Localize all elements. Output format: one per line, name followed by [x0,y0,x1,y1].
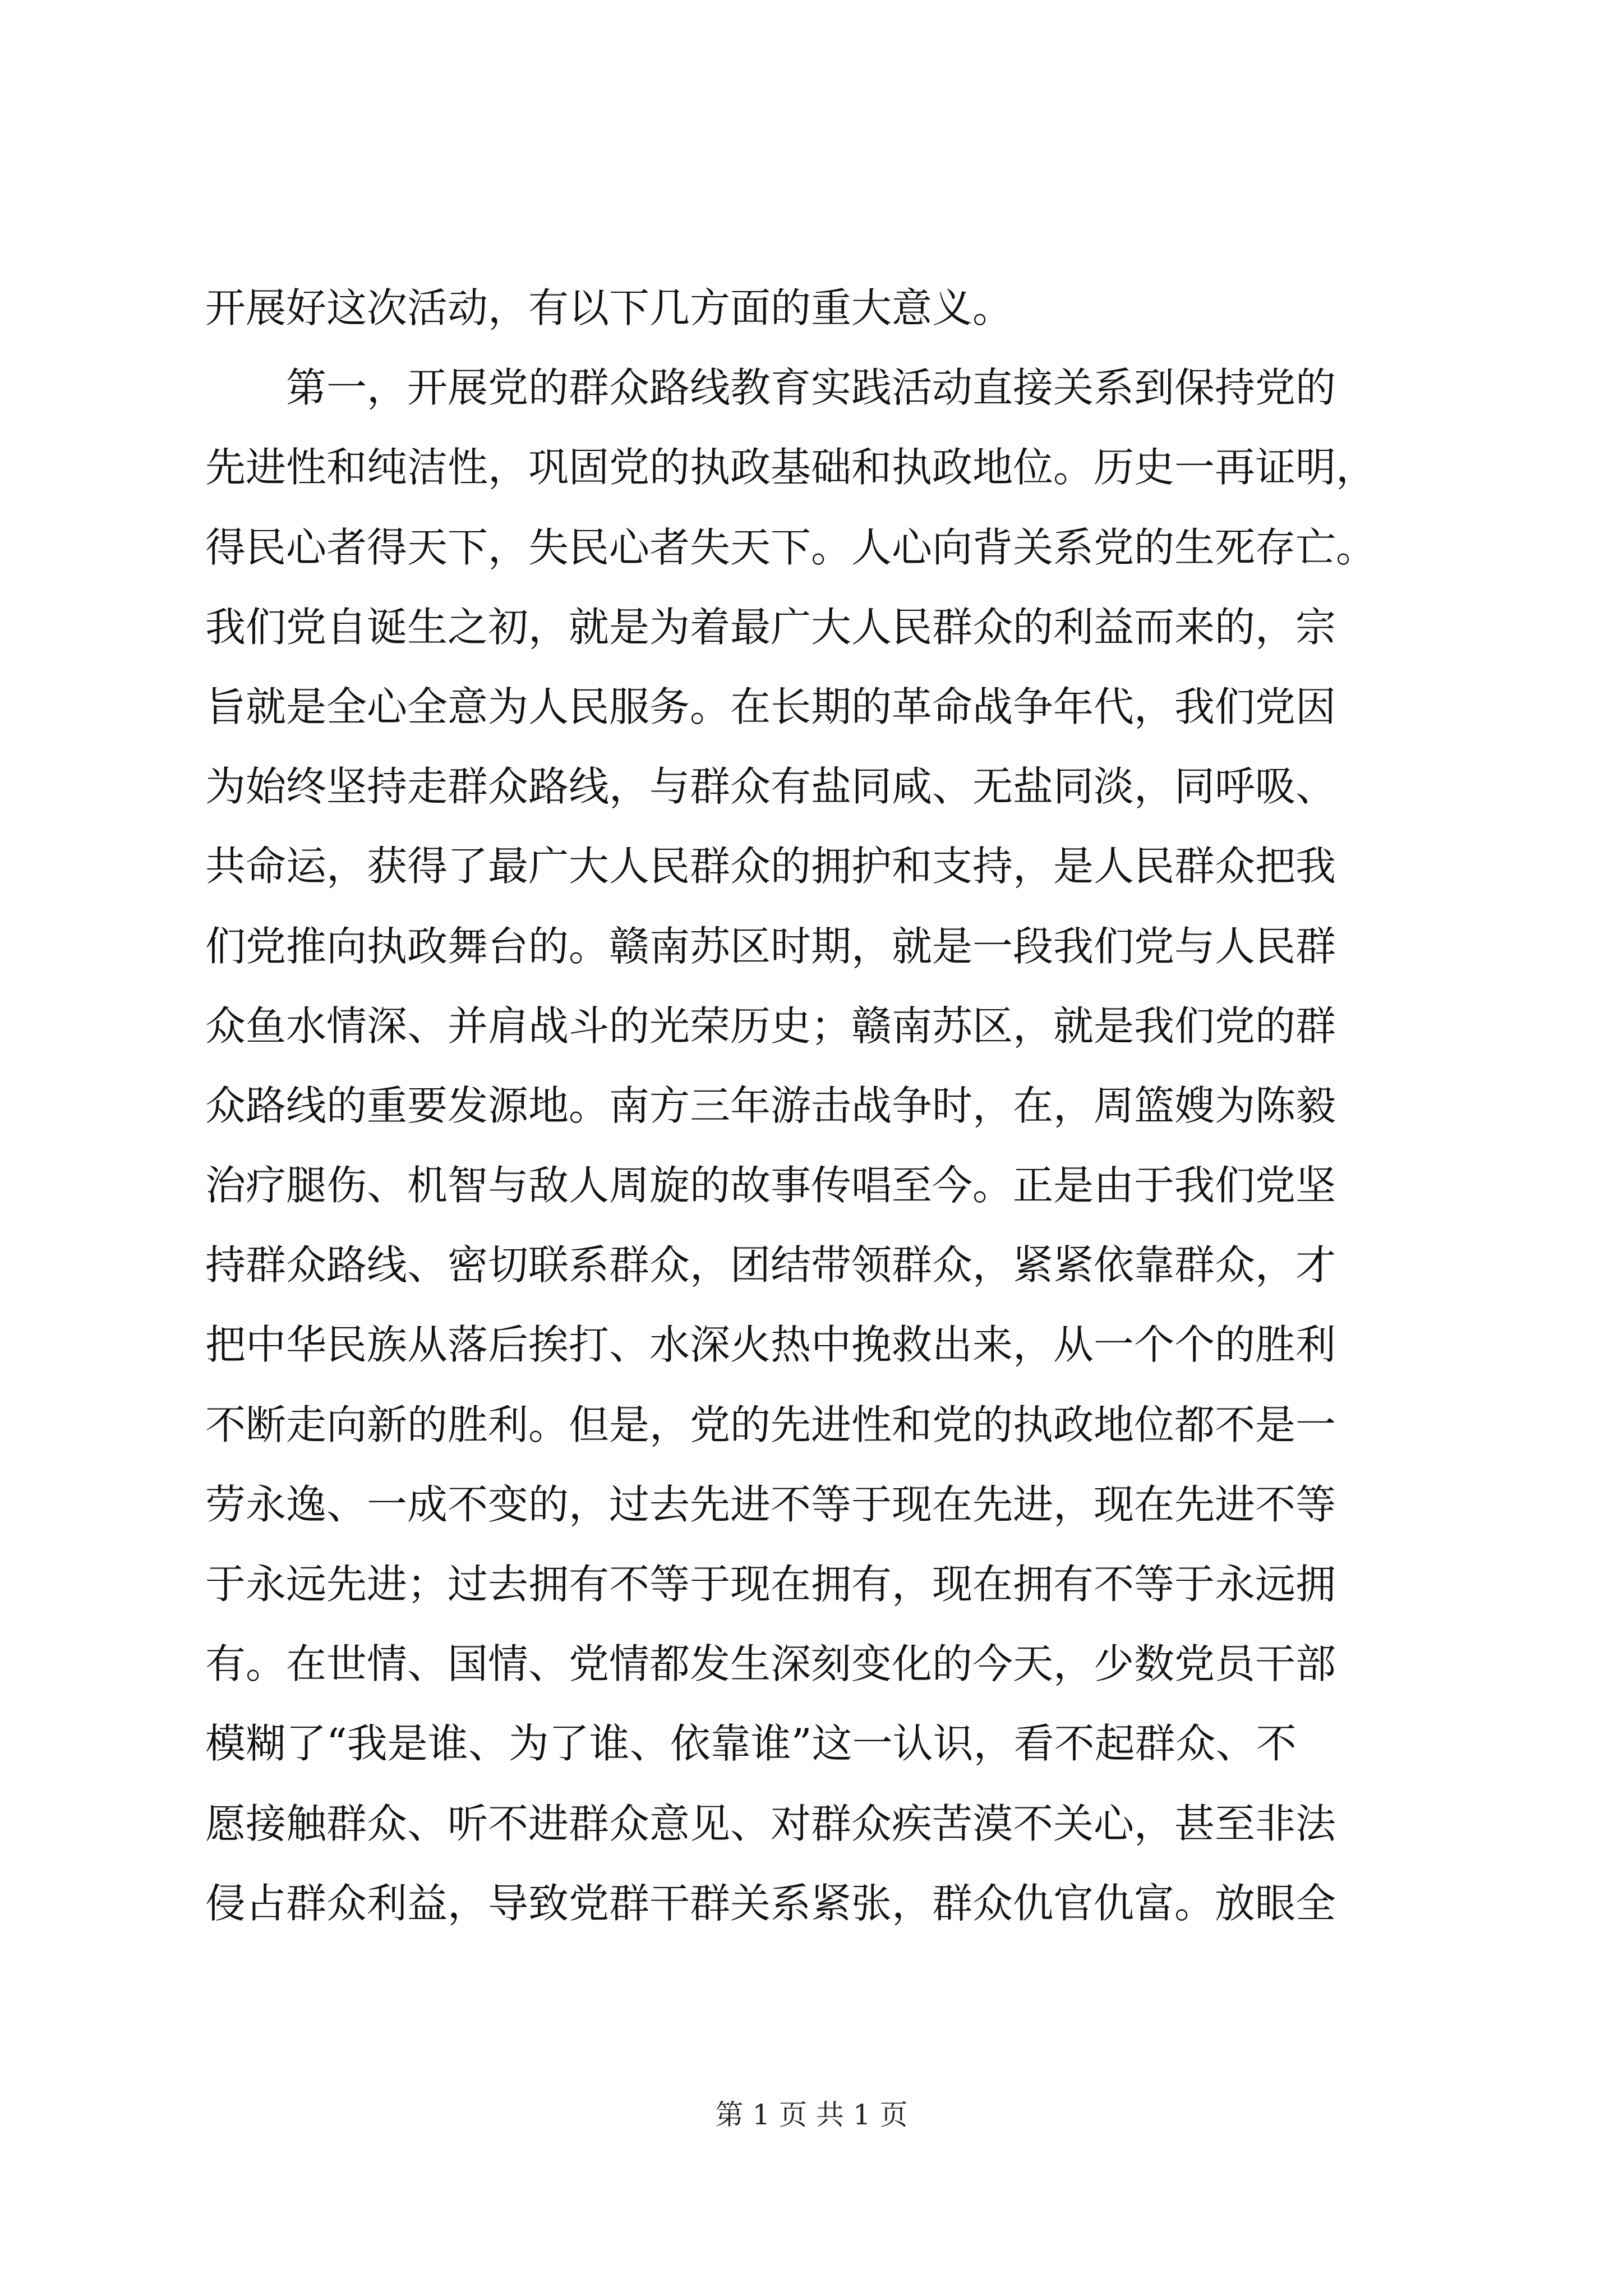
text-line: 众路线的重要发源地。南方三年游击战争时，在，周篮嫂为陈毅 [205,1082,1336,1129]
text-line: 众鱼水情深、并肩战斗的光荣历史；赣南苏区，就是我们党的群 [205,1002,1336,1050]
text-line: 把中华民族从落后挨打、水深火热中挽救出来，从一个个的胜利 [205,1321,1336,1369]
text-line: 治疗腿伤、机智与敌人周旋的故事传唱至今。正是由于我们党坚 [205,1162,1336,1209]
text-line: 模糊了“我是谁、为了谁、依靠谁”这一认识，看不起群众、不 [205,1720,1297,1768]
text-line: 得民心者得天下，失民心者失天下。人心向背关系党的生死存亡。 [205,523,1377,571]
text-line: 们党推向执政舞台的。赣南苏区时期，就是一段我们党与人民群 [205,922,1336,970]
text-line: 共命运，获得了最广大人民群众的拥护和支持，是人民群众把我 [205,843,1336,890]
text-line: 愿接触群众、听不进群众意见、对群众疾苦漠不关心，甚至非法 [205,1800,1336,1847]
page-number-footer: 第 1 页 共 1 页 [715,2099,908,2131]
text-line: 不断走向新的胜利。但是，党的先进性和党的执政地位都不是一 [205,1401,1336,1448]
text-line: 侵占群众利益，导致党群干群关系紧张，群众仇官仇富。放眼全 [205,1879,1336,1927]
text-line: 第一，开展党的群众路线教育实践活动直接关系到保持党的 [205,364,1336,412]
text-line: 劳永逸、一成不变的，过去先进不等于现在先进，现在先进不等 [205,1480,1336,1528]
text-line: 为始终坚持走群众路线，与群众有盐同咸、无盐同淡，同呼吸、 [205,763,1336,811]
body-text [205,268,1439,1943]
text-line: 我们党自诞生之初，就是为着最广大人民群众的利益而来的，宗 [205,603,1336,651]
text-line: 旨就是全心全意为人民服务。在长期的革命战争年代，我们党因 [205,683,1336,730]
text-line: 开展好这次活动，有以下几方面的重大意义。 [205,284,1013,332]
text-line: 有。在世情、国情、党情都发生深刻变化的今天，少数党员干部 [205,1640,1336,1688]
text-line: 先进性和纯洁性，巩固党的执政基础和执政地位。历史一再证明， [205,444,1377,491]
text-line: 持群众路线、密切联系群众，团结带领群众，紧紧依靠群众，才 [205,1241,1336,1289]
text-line: 于永远先进；过去拥有不等于现在拥有，现在拥有不等于永远拥 [205,1561,1336,1608]
